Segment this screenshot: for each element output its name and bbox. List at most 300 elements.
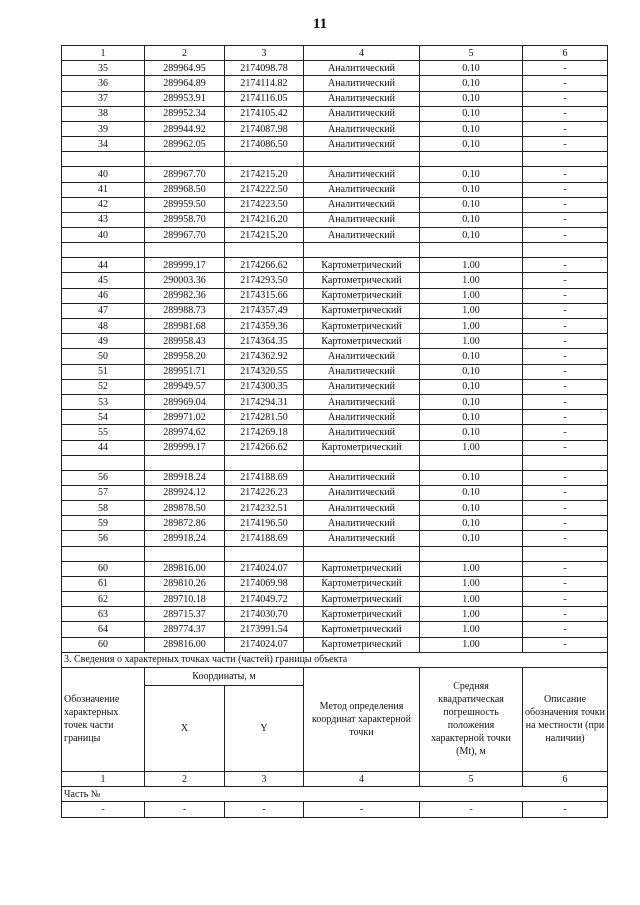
table-cell: 289958.70 [145,212,225,227]
table-cell: - [523,592,608,607]
table-cell: 1.00 [420,592,523,607]
table-row [62,167,608,182]
table-cell: 289944.92 [145,121,225,136]
table-cell: 0.10 [420,76,523,91]
table-cell: 34 [62,137,145,152]
table-cell: Аналитический [304,470,420,485]
table-cell: 289971.02 [145,410,225,425]
table-cell: 0.10 [420,349,523,364]
table-cell: Аналитический [304,516,420,531]
table-cell: - [523,637,608,652]
table-cell: Картометрический [304,334,420,349]
table-cell: - [523,364,608,379]
table-row [62,516,608,531]
table-cell: 3 [225,771,304,786]
table-cell: 289974.62 [145,425,225,440]
table-cell [523,243,608,258]
table-cell: 2174226.23 [225,485,304,500]
table-cell: 1.00 [420,622,523,637]
table-cell: 0.10 [420,61,523,76]
table-cell: 5 [420,771,523,786]
table-cell: 2174030.70 [225,607,304,622]
table-cell: 0.10 [420,106,523,121]
table-cell: - [523,197,608,212]
table-cell: - [523,106,608,121]
table-cell: - [523,501,608,516]
table-cell: Аналитический [304,91,420,106]
table-cell: Аналитический [304,61,420,76]
table-cell: 1.00 [420,303,523,318]
table-cell: 289999.17 [145,258,225,273]
table-cell: - [523,485,608,500]
table-cell: - [523,802,608,817]
table-row [62,273,608,288]
table-cell: - [523,273,608,288]
table-cell: 56 [62,470,145,485]
table-row [62,440,608,455]
table-cell: 55 [62,425,145,440]
table-cell: 2174364.35 [225,334,304,349]
table-cell: Аналитический [304,349,420,364]
table-row [62,106,608,121]
table-cell: 289958.20 [145,349,225,364]
table-cell: 2174359.36 [225,319,304,334]
table-cell: - [523,319,608,334]
table-cell: 2174114.82 [225,76,304,91]
table-cell: 2174294.31 [225,394,304,409]
table-cell: 62 [62,592,145,607]
table-cell: 289918.24 [145,531,225,546]
table-cell: 4 [304,771,420,786]
table-cell: 289918.24 [145,470,225,485]
table-cell [145,152,225,167]
table-cell: 289810.26 [145,576,225,591]
table-cell: Аналитический [304,76,420,91]
table-cell: 2174223.50 [225,197,304,212]
table-cell: 2174024.07 [225,561,304,576]
table-row [62,379,608,394]
table-cell: 3 [225,46,304,61]
table-cell: 2174222.50 [225,182,304,197]
table-cell: - [523,622,608,637]
table-cell: 59 [62,516,145,531]
table-cell: 6 [523,771,608,786]
table-cell: 289999.17 [145,440,225,455]
table-cell: 1 [62,771,145,786]
table-row [62,425,608,440]
table-cell: 2 [145,771,225,786]
table-cell: 60 [62,561,145,576]
table-cell: 6 [523,46,608,61]
table-cell: 0.10 [420,91,523,106]
table-row [62,303,608,318]
table-cell: Картометрический [304,622,420,637]
table-cell: 36 [62,76,145,91]
table-cell: 0.10 [420,212,523,227]
table-cell: - [523,228,608,243]
section-title: 3. Сведения о характерных точках части (частей) границы объекта [62,652,608,667]
table-cell: 5 [420,46,523,61]
table-cell: 2174215.20 [225,167,304,182]
table-cell: Картометрический [304,592,420,607]
table-cell: 2174269.18 [225,425,304,440]
header-error: Средняя квадратическая погрешность положения характерной точки (Mt), м [420,667,523,771]
table-cell: 2174266.62 [225,440,304,455]
table-cell: Аналитический [304,121,420,136]
part-label: Часть № [62,787,608,802]
table-cell: 4 [304,46,420,61]
table-cell: - [523,121,608,136]
part-row [62,787,608,802]
column-number-row [62,46,608,61]
table-cell [145,455,225,470]
table-row [62,576,608,591]
table-cell: 289968.50 [145,182,225,197]
page-number: 11 [312,16,328,32]
table-cell: - [523,258,608,273]
table-cell: 1.00 [420,288,523,303]
table-cell: Аналитический [304,197,420,212]
table-row [62,319,608,334]
table-cell: 2174105.42 [225,106,304,121]
table-cell: 0.10 [420,501,523,516]
table-row [62,258,608,273]
table-cell: 289958.43 [145,334,225,349]
table-cell [523,455,608,470]
table-row [62,121,608,136]
table-row [62,410,608,425]
table-cell: - [523,531,608,546]
table-cell: 1 [62,46,145,61]
table-cell: 49 [62,334,145,349]
header-designation: Обозначение характерных точек части границы [62,667,145,771]
table-cell: 2174266.62 [225,258,304,273]
table-cell: 0.10 [420,197,523,212]
header-y: Y [225,685,304,771]
table-cell: 2174196.50 [225,516,304,531]
table-cell: 42 [62,197,145,212]
table-cell: Картометрический [304,576,420,591]
table-cell: 289951.71 [145,364,225,379]
table-cell: 45 [62,273,145,288]
table-cell: 1.00 [420,637,523,652]
table-cell: 289774.37 [145,622,225,637]
table-cell: 63 [62,607,145,622]
table-cell: 289982.36 [145,288,225,303]
table-row [62,349,608,364]
table-row [62,182,608,197]
table-cell: 2174069.98 [225,576,304,591]
table-cell: 2174320.55 [225,364,304,379]
table-cell: Аналитический [304,394,420,409]
table-cell: - [523,561,608,576]
table-cell: 289715.37 [145,607,225,622]
table-row [62,637,608,652]
table-cell: 0.10 [420,137,523,152]
table-cell: 2174232.51 [225,501,304,516]
table-cell: 58 [62,501,145,516]
table-row [62,802,608,817]
table-cell: 2174049.72 [225,592,304,607]
table-cell: 0.10 [420,121,523,136]
table-cell: - [62,802,145,817]
table-row [62,485,608,500]
table-cell: Картометрический [304,303,420,318]
header-row [62,667,608,685]
table-cell: - [523,167,608,182]
table-cell: Аналитический [304,137,420,152]
table-row [62,288,608,303]
table-cell: 1.00 [420,440,523,455]
table-cell: - [523,349,608,364]
table-cell: 2174098.78 [225,61,304,76]
table-cell: Аналитический [304,501,420,516]
table-cell: Картометрический [304,440,420,455]
table-cell: 290003.36 [145,273,225,288]
table-cell: 289964.95 [145,61,225,76]
spacer-row [62,455,608,470]
table-cell: 35 [62,61,145,76]
table-cell: 54 [62,410,145,425]
header-x: X [145,685,225,771]
table-cell: Аналитический [304,228,420,243]
header-description: Описание обозначения точки на местности (при наличии) [523,667,608,771]
table-cell: - [145,802,225,817]
table-cell: 289988.73 [145,303,225,318]
table-cell: Картометрический [304,319,420,334]
table-cell [523,152,608,167]
table-cell: - [523,76,608,91]
table-cell [62,243,145,258]
spacer-row [62,546,608,561]
table-cell: 0.10 [420,379,523,394]
table-cell: 41 [62,182,145,197]
table-cell [62,152,145,167]
table-cell: 61 [62,576,145,591]
table-cell: 1.00 [420,561,523,576]
table-cell: 44 [62,440,145,455]
table-cell: - [523,303,608,318]
table-cell [62,546,145,561]
table-cell: Аналитический [304,212,420,227]
table-cell: 289710.18 [145,592,225,607]
table-cell: 289967.70 [145,228,225,243]
spacer-row [62,243,608,258]
table-cell: 289816.00 [145,561,225,576]
table-row [62,394,608,409]
table-cell: 0.10 [420,167,523,182]
table-cell: 2174188.69 [225,531,304,546]
table-cell: 0.10 [420,394,523,409]
table-cell: - [523,91,608,106]
table-cell: 1.00 [420,273,523,288]
table-cell [304,243,420,258]
table-cell: 2174087.98 [225,121,304,136]
table-cell: Аналитический [304,364,420,379]
table-cell: - [523,516,608,531]
table-row [62,501,608,516]
table-cell: - [225,802,304,817]
table-cell: 50 [62,349,145,364]
table-cell: 40 [62,228,145,243]
table-row [62,470,608,485]
table-cell: 0.10 [420,228,523,243]
table-row [62,531,608,546]
table-cell: 289878.50 [145,501,225,516]
table-cell: - [523,607,608,622]
table-cell: 48 [62,319,145,334]
table-row [62,91,608,106]
table-cell: 2174086.50 [225,137,304,152]
table-cell [225,243,304,258]
table-row [62,364,608,379]
table-cell: Аналитический [304,531,420,546]
table-cell: - [304,802,420,817]
table-cell: 43 [62,212,145,227]
table-cell: 289949.57 [145,379,225,394]
table-cell: 0.10 [420,364,523,379]
table-cell: - [523,425,608,440]
table-cell: 289872.86 [145,516,225,531]
table-cell: Картометрический [304,258,420,273]
header-coordinates: Координаты, м [145,667,304,685]
table-cell: 52 [62,379,145,394]
table-cell: 2174357.49 [225,303,304,318]
table-cell: 2173991.54 [225,622,304,637]
table-cell [304,152,420,167]
table-cell: 38 [62,106,145,121]
table-cell: 0.10 [420,182,523,197]
table-cell: 289953.91 [145,91,225,106]
table-cell: 2174216.20 [225,212,304,227]
table-cell: - [523,470,608,485]
table-cell: - [523,394,608,409]
table-cell: 0.10 [420,516,523,531]
table-cell: - [523,410,608,425]
table-row [62,592,608,607]
table-cell: 289969.04 [145,394,225,409]
table-cell [304,455,420,470]
table-cell: Картометрический [304,561,420,576]
table-cell: 2174300.35 [225,379,304,394]
table-cell: Аналитический [304,106,420,121]
table-cell: 2174116.05 [225,91,304,106]
table-cell: 57 [62,485,145,500]
table-row [62,561,608,576]
table-cell [145,243,225,258]
table-cell: 2174215.20 [225,228,304,243]
table-row [62,622,608,637]
table-cell: 40 [62,167,145,182]
table-cell [145,546,225,561]
table-cell [225,546,304,561]
table-row [62,197,608,212]
table-cell: 289816.00 [145,637,225,652]
table-cell: 64 [62,622,145,637]
table-row [62,607,608,622]
table-row [62,137,608,152]
table-cell: - [523,288,608,303]
table-cell: Аналитический [304,167,420,182]
header-method: Метод определения координат характерной точки [304,667,420,771]
table-cell: Картометрический [304,637,420,652]
table-cell: 0.10 [420,531,523,546]
table-cell: Картометрический [304,273,420,288]
table-cell [420,243,523,258]
table-cell: 0.10 [420,410,523,425]
table-row [62,61,608,76]
table-cell: 2174188.69 [225,470,304,485]
table-cell [225,455,304,470]
table-cell: 1.00 [420,576,523,591]
table-row [62,212,608,227]
table-cell: 289952.34 [145,106,225,121]
table-cell: - [523,182,608,197]
table-cell [304,546,420,561]
table-cell: Аналитический [304,379,420,394]
table-cell: 289924.12 [145,485,225,500]
table-cell: - [523,440,608,455]
table-cell: 39 [62,121,145,136]
table-cell: 60 [62,637,145,652]
table-cell: 2 [145,46,225,61]
table-cell: - [523,61,608,76]
table-cell: 289962.05 [145,137,225,152]
table-cell: 289967.70 [145,167,225,182]
table-cell: 51 [62,364,145,379]
table-cell: Картометрический [304,607,420,622]
table-row [62,334,608,349]
table-cell: 1.00 [420,607,523,622]
table-cell: 53 [62,394,145,409]
table-cell: 47 [62,303,145,318]
section-title-row [62,652,608,667]
table-cell: 289964.89 [145,76,225,91]
table-cell: Аналитический [304,410,420,425]
table-cell: - [523,334,608,349]
table-cell: 2174281.50 [225,410,304,425]
table-cell: 0.10 [420,425,523,440]
table-cell [225,152,304,167]
table-cell: 2174024.07 [225,637,304,652]
table-cell: 1.00 [420,319,523,334]
table-cell: 1.00 [420,334,523,349]
table-cell: 289959.50 [145,197,225,212]
table-cell: - [523,576,608,591]
table-cell: - [523,379,608,394]
table-cell: 56 [62,531,145,546]
table-cell: 37 [62,91,145,106]
table-cell: 2174362.92 [225,349,304,364]
table-cell [420,455,523,470]
table-cell: 44 [62,258,145,273]
table-row [62,76,608,91]
table-cell: Картометрический [304,288,420,303]
table-cell: 2174315.66 [225,288,304,303]
table-row [62,228,608,243]
table-cell [523,546,608,561]
table-cell [62,455,145,470]
table-cell: 1.00 [420,258,523,273]
table-cell [420,546,523,561]
table-cell: Аналитический [304,485,420,500]
coordinates-table [61,45,608,818]
table-cell: Аналитический [304,425,420,440]
column-number-row [62,771,608,786]
table-cell: 289981.68 [145,319,225,334]
table-cell: - [523,212,608,227]
table-cell [420,152,523,167]
